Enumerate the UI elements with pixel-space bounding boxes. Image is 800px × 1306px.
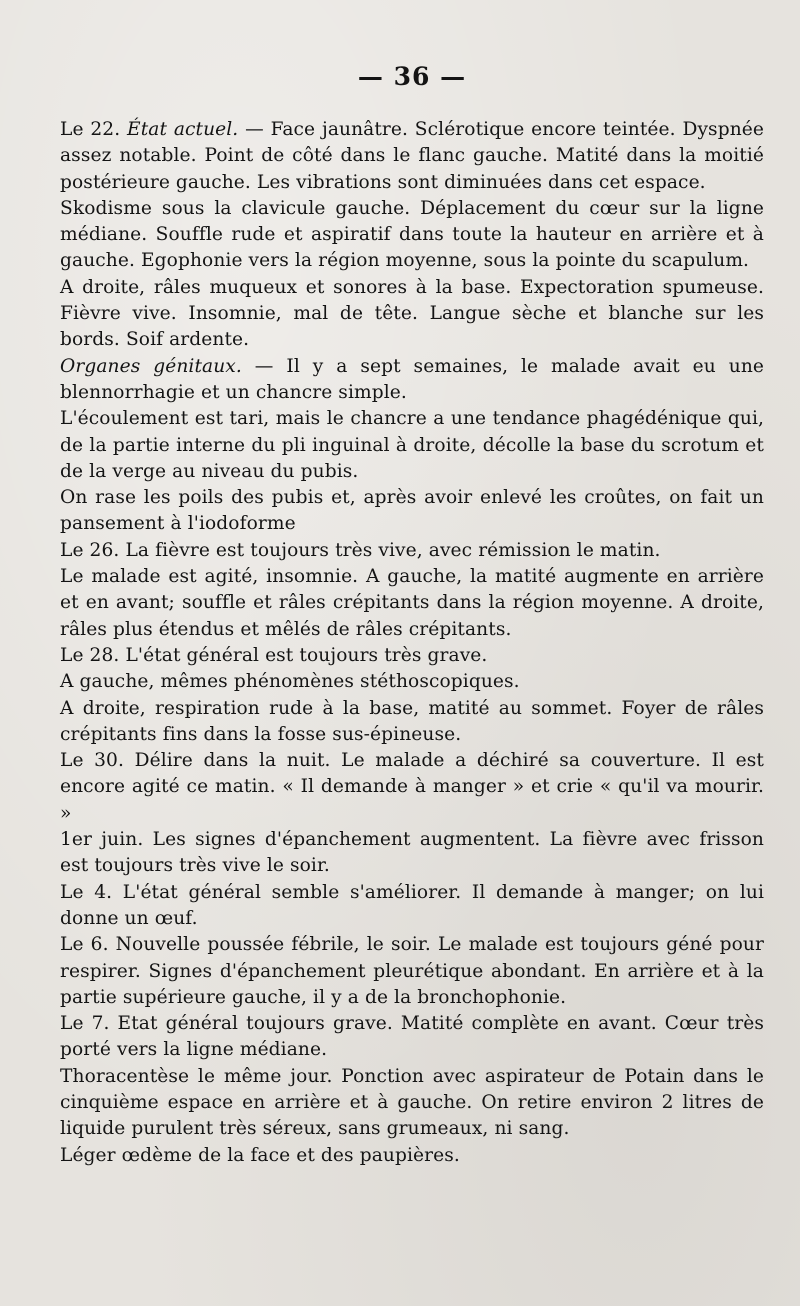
paragraph-6 xyxy=(60,485,764,538)
paragraph-text: Les signes d'épanchement augmentent. La fièvre avec frisson est toujours très vive le soir. xyxy=(60,829,765,877)
paragraph-8 xyxy=(60,564,764,643)
paragraph-4 xyxy=(60,354,764,407)
paragraph-14 xyxy=(60,880,764,933)
paragraph-date: Le 7. xyxy=(60,1013,110,1035)
paragraph-17 xyxy=(60,1064,764,1143)
paragraph-text: L'état général semble s'améliorer. Il demande à manger; on lui donne un œuf. xyxy=(60,881,764,929)
paragraph-3 xyxy=(60,275,764,354)
paragraph-18 xyxy=(60,1143,764,1169)
paragraph-date: Le 26. xyxy=(60,539,120,561)
paragraph-date: Le 4. xyxy=(60,881,113,903)
paragraph-text: Le malade est agité, insomnie. A gauche, la matité augmente en arrière et en avant; souffle et râles crépitants dans la région moyenne. A droite, râles plus étendus et mêlés de râles crépitants. xyxy=(60,566,764,640)
paragraph-text: Nouvelle poussée fébrile, le soir. Le malade est toujours géné pour respirer. Signes d'épanchement pleurétique abondant. En arrière et à la partie supérieure gauche, il y a de la bronchophonie. xyxy=(60,934,764,1008)
paragraph-date: Le 28. xyxy=(60,644,120,666)
paragraph-11 xyxy=(60,696,764,749)
paragraph-text: — Face jaunâtre. Sclérotique encore teintée. Dyspnée assez notable. Point de côté dans le flanc gauche. Matité dans la moitié postérieure gauche. Les vibrations sont diminuées dans cet espace. xyxy=(60,119,764,193)
section-heading: État actuel. xyxy=(127,119,239,140)
paragraph-text: La fièvre est toujours très vive, avec rémission le matin. xyxy=(119,539,661,561)
paragraph-13 xyxy=(60,827,764,880)
paragraph-2 xyxy=(60,196,764,275)
body-text xyxy=(60,117,764,1169)
paragraph-text: A droite, respiration rude à la base, matité au sommet. Foyer de râles crépitants fins dans la fosse sus-épineuse. xyxy=(60,697,764,745)
paragraph-text: L'état général est toujours très grave. xyxy=(119,644,488,666)
paragraph-date: Le 6. xyxy=(60,934,109,956)
paragraph-16 xyxy=(60,1011,764,1064)
paragraph-7 xyxy=(60,538,764,564)
paragraph-text: Etat général toujours grave. Matité complète en avant. Cœur très porté vers la ligne médiane. xyxy=(60,1013,764,1061)
paragraph-date: Le 30. xyxy=(60,750,125,772)
paragraph-10 xyxy=(60,669,764,695)
paragraph-12 xyxy=(60,748,764,827)
paragraph-text: L'écoulement est tari, mais le chancre a une tendance phagédénique qui, de la partie interne du pli inguinal à droite, décolle la base du scrotum et de la verge au niveau du pubis. xyxy=(60,408,764,482)
paragraph-text: A gauche, mêmes phénomènes stéthoscopiques. xyxy=(60,671,520,693)
paragraph-text: Thoracentèse le même jour. Ponction avec aspirateur de Potain dans le cinquième espace en arrière et à gauche. On retire environ 2 litres de liquide purulent très séreux, sans grumeaux, ni sang. xyxy=(60,1065,764,1140)
paragraph-5 xyxy=(60,406,764,485)
paragraph-text: On rase les poils des pubis et, après avoir enlevé les croûtes, on fait un pansement à l'iodoforme xyxy=(60,487,764,535)
paragraph-text: — Il y a sept semaines, le malade avait eu une blennorrhagie et un chancre simple. xyxy=(60,355,764,403)
paragraph-text: A droite, râles muqueux et sonores à la base. Expectoration spumeuse. Fièvre vive. Insomnie, mal de tête. Langue sèche et blanche sur les bords. Soif ardente. xyxy=(60,276,764,351)
paragraph-date: 1er juin. xyxy=(60,829,144,851)
paragraph-text: Léger œdème de la face et des paupières. xyxy=(60,1144,460,1166)
paragraph-15 xyxy=(60,932,764,1011)
page-number: — 36 — xyxy=(357,62,467,91)
section-heading: Organes génitaux. xyxy=(60,355,242,377)
paragraph-text: Délire dans la nuit. Le malade a déchiré sa couverture. Il est encore agité ce matin. « Il demande à manger » et crie « qu'il va mourir. » xyxy=(60,750,764,824)
paragraph-1 xyxy=(60,117,764,196)
paragraph-date: Le 22. xyxy=(60,119,121,140)
paragraph-text: Skodisme sous la clavicule gauche. Déplacement du cœur sur la ligne médiane. Souffle rude et aspiratif dans toute la hauteur en arrière et à gauche. Egophonie vers la région moyenne, sous la pointe du scapulum. xyxy=(60,197,764,272)
paragraph-9 xyxy=(60,643,764,669)
